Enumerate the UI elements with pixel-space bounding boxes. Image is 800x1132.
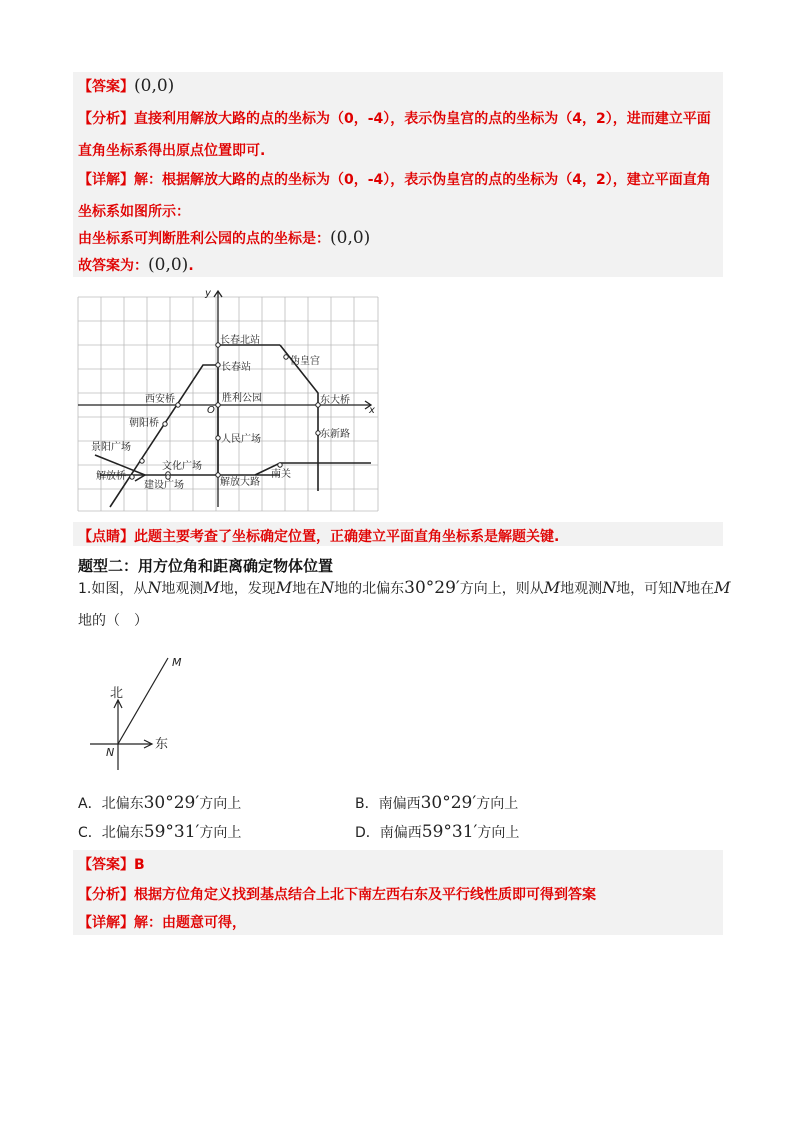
detail-line-3: 由坐标系可判断胜利公园的点的坐标是：(0,0)	[78, 228, 371, 248]
answer-value-1: (0,0)	[134, 76, 175, 96]
compass-figure	[90, 650, 200, 775]
label-jingyang-square: 景阳广场	[91, 442, 131, 453]
label-renmin-square: 人民广场	[221, 434, 261, 445]
label-chaoyang-bridge: 朝阳桥	[129, 418, 159, 429]
label-wenhua-square: 文化广场	[162, 461, 202, 472]
analysis-line-1: 【分析】直接利用解放大路的点的坐标为（0，-4），表示伪皇宫的点的坐标为（4，2），进而建立平面	[78, 111, 711, 127]
option-b[interactable]: B．南偏西30°29′方向上	[355, 793, 519, 813]
point-n-label: N	[106, 746, 115, 759]
answer-line-2: 【答案】B	[78, 857, 145, 873]
detail-line-2: 坐标系如图所示：	[78, 204, 190, 220]
label-nanguan: 南关	[271, 469, 291, 480]
label-xian-bridge: 西安桥	[145, 394, 175, 405]
answer-line-1: 【答案】(0,0)	[78, 76, 175, 96]
label-changchun-north: 长春北站	[220, 335, 260, 346]
detail-line-1: 【详解】解：根据解放大路的点的坐标为（0，-4），表示伪皇宫的点的坐标为（4，2），建立平面直角	[78, 172, 711, 188]
compass-north-label: 北	[110, 686, 124, 701]
point-m-label: M	[172, 656, 182, 669]
label-changchun: 长春站	[221, 362, 251, 373]
compass-east-label: 东	[155, 737, 169, 752]
section-title: 题型二：用方位角和距离确定物体位置	[78, 557, 334, 575]
park-coordinate: (0,0)	[330, 228, 371, 248]
point-comment-line: 【点睛】此题主要考查了坐标确定位置，正确建立平面直角坐标系是解题关键.	[78, 529, 560, 545]
question-line-2: 地的（ ）	[78, 613, 148, 629]
map-x-label: x	[369, 405, 375, 416]
analysis-line-2: 直角坐标系得出原点位置即可.	[78, 143, 266, 159]
label-dongda-bridge: 东大桥	[320, 395, 350, 406]
label-dongxin-road: 东新路	[320, 429, 350, 440]
option-a[interactable]: A．北偏东30°29′方向上	[78, 793, 242, 813]
map-y-label: y	[205, 288, 211, 299]
label-shengli-park: 胜利公园	[222, 393, 262, 404]
label-jiefang-road: 解放大路	[220, 477, 260, 488]
detail-line-5: 【详解】解：由题意可得，	[78, 915, 246, 931]
label-jiefang-bridge: 解放桥	[96, 471, 126, 482]
option-c[interactable]: C．北偏东59°31′方向上	[78, 822, 242, 842]
question-line-1: 1.如图，从N地观测M地，发现M地在N地的北偏东30°29′方向上，则从M地观测N地，可知N地在M	[78, 578, 731, 598]
label-jianshe-square: 建设广场	[144, 480, 184, 491]
label-weihuanggong: 伪皇宫	[290, 356, 320, 367]
map-origin-label: O	[207, 405, 215, 416]
analysis-line-3: 【分析】根据方位角定义找到基点结合上北下南左西右东及平行线性质即可得到答案	[78, 887, 596, 903]
option-d[interactable]: D．南偏西59°31′方向上	[355, 822, 520, 842]
detail-line-4: 故答案为：(0,0).	[78, 255, 194, 275]
answer-value-2: B	[134, 857, 145, 873]
city-coordinate-map	[75, 285, 380, 513]
